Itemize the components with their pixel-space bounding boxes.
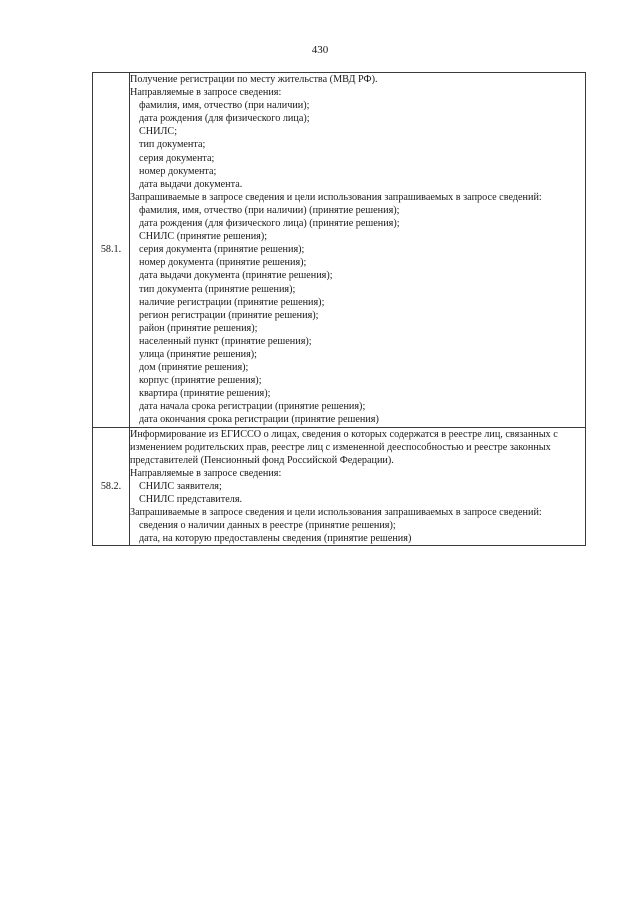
requested-item: наличие регистрации (принятие решения);: [139, 296, 325, 308]
sent-item: серия документа;: [139, 152, 215, 164]
services-table: [92, 72, 586, 546]
requested-item: район (принятие решения);: [139, 322, 258, 334]
row-number: 58.2.: [93, 427, 130, 546]
requested-item: дом (принятие решения);: [139, 362, 249, 374]
requested-item: фамилия, имя, отчество (при наличии) (принятие решения);: [139, 204, 400, 216]
requested-item: населенный пункт (принятие решения);: [139, 335, 312, 347]
requested-item: улица (принятие решения);: [139, 348, 257, 360]
sent-item: СНИЛС;: [139, 126, 178, 138]
sent-item: дата выдачи документа.: [139, 178, 243, 190]
requested-heading: Запрашиваемые в запросе сведения и цели использования запрашиваемых в запросе сведений:: [130, 507, 542, 519]
sent-heading: Направляемые в запросе сведения:: [130, 87, 282, 99]
sent-item: СНИЛС заявителя;: [139, 480, 222, 492]
sent-item: СНИЛС представителя.: [139, 494, 243, 505]
sent-item: фамилия, имя, отчество (при наличии);: [139, 100, 310, 112]
requested-item: дата рождения (для физического лица) (принятие решения);: [139, 218, 400, 230]
row-number: 58.1.: [93, 73, 130, 428]
sent-item: тип документа;: [139, 139, 206, 151]
requested-item: СНИЛС (принятие решения);: [139, 231, 268, 243]
service-title: Информирование из ЕГИССО о лицах, сведения о которых содержатся в реестре лиц, связанных с изменением родительских прав, реестре лиц с измененной дееспособностью и реестре законных представителей (Пенсионный фонд Российской Федерации).: [130, 428, 558, 466]
row-content: [130, 73, 586, 428]
requested-item: квартира (принятие решения);: [139, 388, 271, 400]
requested-item: серия документа (принятие решения);: [139, 244, 305, 256]
requested-item: дата выдачи документа (принятие решения);: [139, 270, 333, 282]
sent-item: дата рождения (для физического лица);: [139, 113, 310, 125]
sent-heading: Направляемые в запросе сведения:: [130, 467, 282, 479]
table-row-58-2: [93, 427, 586, 546]
service-title: Получение регистрации по месту жительства (МВД РФ).: [130, 74, 378, 85]
requested-item: сведения о наличии данных в реестре (принятие решения);: [139, 520, 396, 532]
requested-item: регион регистрации (принятие решения);: [139, 309, 319, 321]
row-content: [130, 427, 586, 546]
table-row-58-1: [93, 73, 586, 428]
requested-item: номер документа (принятие решения);: [139, 257, 307, 269]
requested-item: дата окончания срока регистрации (принятие решения): [139, 414, 379, 426]
requested-heading: Запрашиваемые в запросе сведения и цели использования запрашиваемых в запросе сведений:: [130, 191, 542, 203]
requested-item: дата начала срока регистрации (принятие решения);: [139, 401, 366, 413]
sent-item: номер документа;: [139, 165, 217, 177]
requested-item: дата, на которую предоставлены сведения (принятие решения): [139, 533, 412, 545]
requested-item: корпус (принятие решения);: [139, 375, 262, 387]
page-number: 430: [311, 44, 329, 56]
requested-item: тип документа (принятие решения);: [139, 283, 296, 295]
